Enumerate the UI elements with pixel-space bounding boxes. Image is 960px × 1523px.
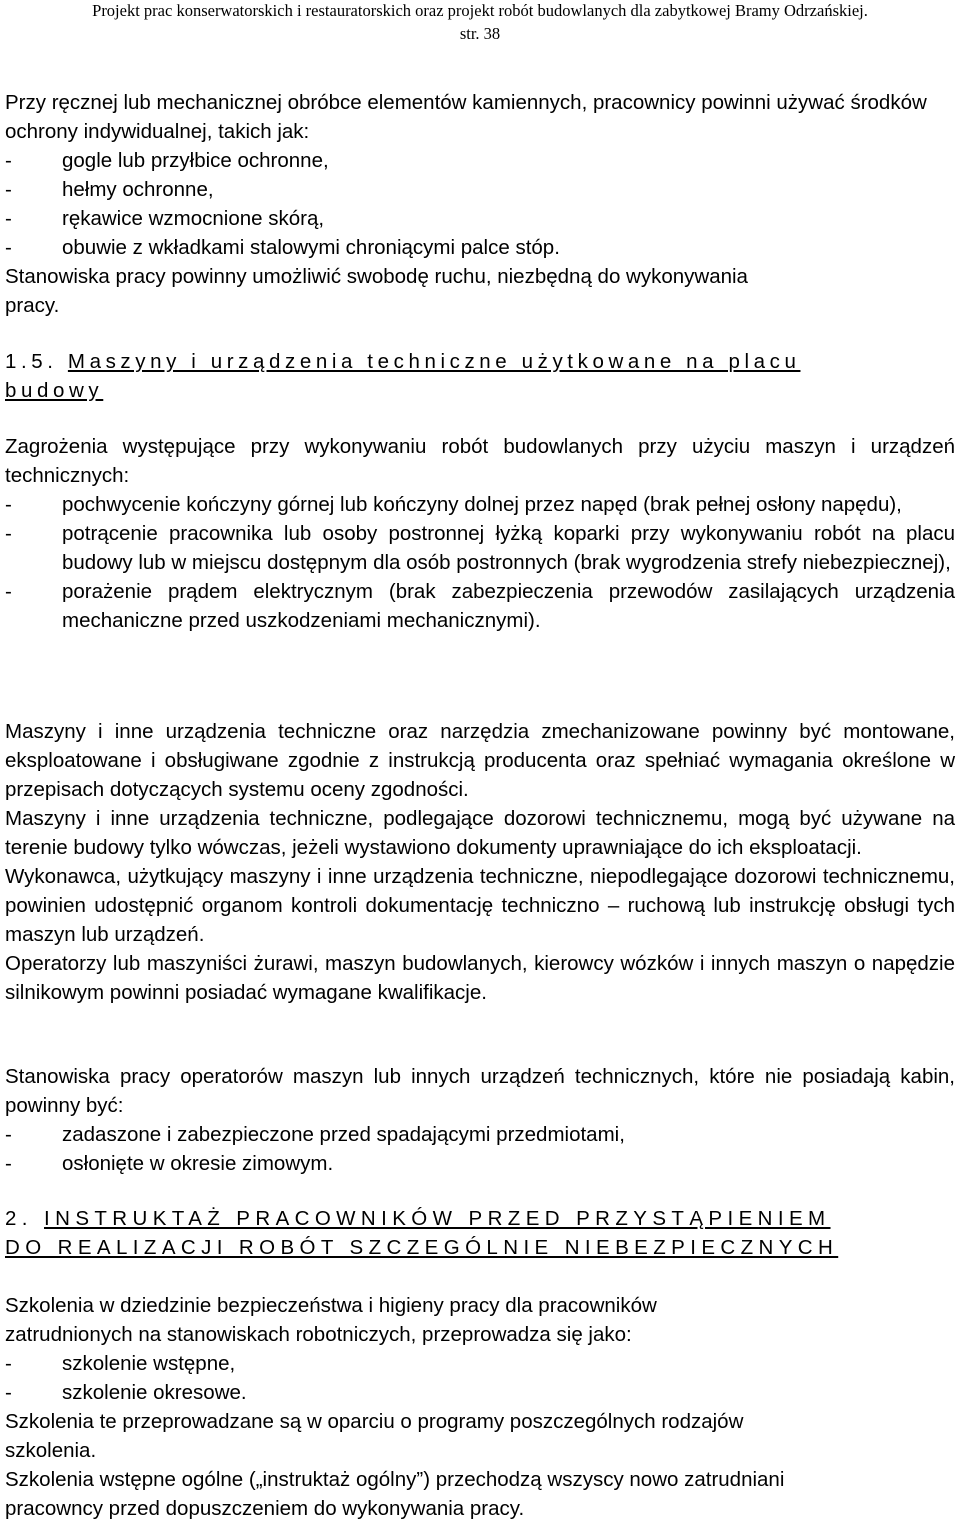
ppe-section <box>5 88 955 320</box>
list-item: - potrącenie pracownika lub osoby postronnej łyżką koparki przy wykonywaniu robót na placu budowy lub w miejscu dostępnym dla osób postronnych (brak wygrodzenia strefy niebezpiecznej), <box>5 522 955 574</box>
paragraph: Maszyny i inne urządzenia techniczne, podlegające dozorowi technicznemu, mogą być używane na terenie budowy tylko wówczas, jeżeli wystawiono dokumenty uprawniające do ich eksploatacji. <box>5 807 955 859</box>
training-section <box>5 1291 955 1523</box>
list-item: - zadaszone i zabezpieczone przed spadającymi przedmiotami, <box>5 1123 625 1146</box>
hazards-intro: Zagrożenia występujące przy wykonywaniu robót budowlanych przy użyciu maszyn i urządzeń technicznych: <box>5 435 955 487</box>
heading-line2: budowy <box>5 379 104 402</box>
list-item: - pochwycenie kończyny górnej lub kończyny dolnej przez napęd (brak pełnej osłony napędu), <box>5 493 902 516</box>
machinery-requirements <box>5 717 955 1007</box>
training-p1-line2: szkolenia. <box>5 1439 97 1462</box>
training-p2-line1: Szkolenia wstępne ogólne („instruktaż ogólny”) przechodzą wszyscy nowo zatrudniani <box>5 1468 785 1491</box>
heading-number: 1.5. <box>5 350 58 373</box>
list-item: - rękawice wzmocnione skórą, <box>5 207 325 230</box>
ppe-closing-line1: Stanowiska pracy powinny umożliwić swobodę ruchu, niezbędną do wykonywania <box>5 265 748 288</box>
hazards-section <box>5 432 955 635</box>
list-item: - gogle lub przyłbice ochronne, <box>5 149 329 172</box>
list-item: - szkolenie wstępne, <box>5 1352 236 1375</box>
list-item: - porażenie prądem elektrycznym (brak zabezpieczenia przewodów zasilających urządzenia mechaniczne przed uszkodzeniami mechanicznymi). <box>5 580 955 632</box>
heading-line2: DO REALIZACJI ROBÓT SZCZEGÓLNIE NIEBEZPIECZNYCH <box>5 1236 839 1259</box>
list-item: - obuwie z wkładkami stalowymi chroniącymi palce stóp. <box>5 236 560 259</box>
heading-line1: Maszyny i urządzenia techniczne użytkowane na placu <box>67 350 801 373</box>
section-heading-2 <box>5 1204 955 1262</box>
ppe-closing-line2: pracy. <box>5 294 60 317</box>
heading-number: 2. <box>5 1207 33 1230</box>
list-item: - szkolenie okresowe. <box>5 1381 247 1404</box>
training-p2-line2: pracowncy przed dopuszczeniem do wykonywania pracy. <box>5 1497 525 1520</box>
list-item: - hełmy ochronne, <box>5 178 214 201</box>
training-intro-line2: zatrudnionych na stanowiskach robotniczych, przeprowadza się jako: <box>5 1323 632 1346</box>
ppe-intro: Przy ręcznej lub mechanicznej obróbce elementów kamiennych, pracownicy powinni używać środków ochrony indywidualnej, takich jak: <box>5 91 927 143</box>
header-title: Projekt prac konserwatorskich i restauratorskich oraz projekt robót budowlanych dla zabytkowej Bramy Odrzańskiej. <box>92 1 868 20</box>
page-number: str. 38 <box>459 24 501 43</box>
training-intro-line1: Szkolenia w dziedzinie bezpieczeństwa i higieny pracy dla pracowników <box>5 1294 657 1317</box>
paragraph: Stanowiska pracy operatorów maszyn lub innych urządzeń technicznych, które nie posiadają kabin, powinny być: <box>5 1065 955 1117</box>
heading-line1: INSTRUKTAŻ PRACOWNIKÓW PRZED PRZYSTĄPIENIEM <box>44 1207 831 1230</box>
section-heading-1-5 <box>5 347 955 405</box>
training-p1-line1: Szkolenia te przeprowadzane są w oparciu o programy poszczególnych rodzajów <box>5 1410 744 1433</box>
paragraph: Maszyny i inne urządzenia techniczne oraz narzędzia zmechanizowane powinny być montowane, eksploatowane i obsługiwane zgodnie z instrukcją producenta oraz spełniać wymagania określone w przepisach dotyczących systemu oceny zgodności. <box>5 720 955 801</box>
operator-stations <box>5 1062 955 1178</box>
paragraph: Wykonawca, użytkujący maszyny i inne urządzenia techniczne, niepodlegające dozorowi technicznemu, powinien udostępnić organom kontroli dokumentację techniczno – ruchową lub instrukcję obsługi tych maszyn lub urządzeń. <box>5 865 955 946</box>
page-header <box>0 0 960 45</box>
paragraph: Operatorzy lub maszyniści żurawi, maszyn budowlanych, kierowcy wózków i innych maszyn o napędzie silnikowym powinni posiadać wymagane kwalifikacje. <box>5 952 955 1004</box>
list-item: - osłonięte w okresie zimowym. <box>5 1152 334 1175</box>
